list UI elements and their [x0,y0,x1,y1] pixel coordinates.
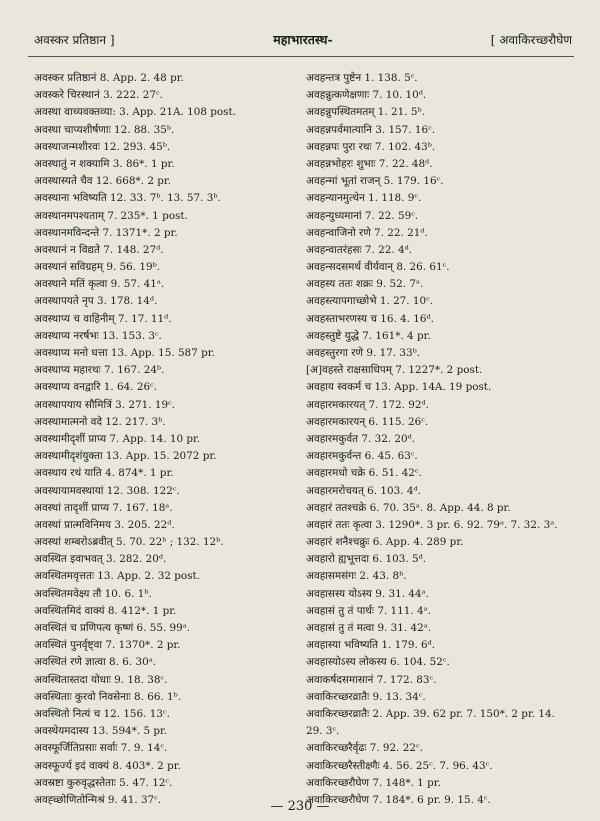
index-entry: अवाकिरच्छरैर्वृढः 7. 92. 22ᶜ. [306,742,423,755]
index-entry: अवाकर्षदसमासानं 7. 172. 83ᶜ. [306,673,437,686]
index-entry: अवस्थितं च प्रणिपत्य कृष्णं 6. 55. 99ᵃ. [34,622,191,634]
index-entry: अवाकिरच्छरैस्तीक्ष्णैः 4. 56. 25ᶜ. 7. 96. 43ᶜ. [306,759,493,772]
index-entry: अवस्थायामवस्थायां 12. 308. 122ᶜ. [34,484,180,497]
index-entry: अवस्रष्टा कुरुवृद्धस्तेताः 5. 47. 12ᶜ. [34,776,173,789]
index-entry: अवस्थापयाय सौमित्रिं 3. 271. 19ᶜ. [34,398,175,411]
index-entry: अवस्थाप्य च वाहिनीम् 7. 17. 11ᵈ. [34,312,172,325]
index-entry: अवहन्युध्यमानां 7. 22. 59ᶜ. [306,209,419,222]
index-entry: अवस्थाप्य नरर्षभः 13. 153. 3ᶜ. [34,329,162,342]
index-entry: अवस्थां शम्बरोऽब्रवीत् 5. 70. 22ᵇ ; 132. 12ᵇ. [34,536,224,549]
index-entry: अवहाय स्वकर्म च 13. App. 14A. 19 post. [306,381,492,394]
index-entry: अवहन्नपर्वमात्यानि 3. 157. 16ᶜ. [306,123,436,136]
index-entry: अवस्थास्यते चैव 12. 668*. 2 pr. [34,175,172,188]
index-entry: अवस्थाना भविष्यति 12. 33. 7ᵇ. 13. 57. 3ᵇ. [34,192,221,205]
index-entry: अवहस्य ततः शक्रः 9. 52. 7ᵃ. [306,278,424,291]
index-entry: अवहस्ताभरणस्य च 16. 4. 16ᵈ. [306,312,434,325]
index-entry: [अ]वहस्ते राक्षसाधिपम् 7. 1227*. 2 post. [306,364,483,377]
header-rule [28,56,574,57]
index-entry: अवहन्वाजिनो रणे 7. 22. 21ᵈ. [306,226,428,239]
index-entry: अवहारमकारयन् 6. 115. 26ᶜ. [306,415,429,428]
index-entry: अवहन्नुपस्थितमतम् 1. 21. 5ᵇ. [306,106,425,119]
index-entry: अवहन्नुत्कणेक्षणाः 7. 10. 10ᵈ. [306,89,427,102]
index-entry: अवहन्नपः पुरा रथः 7. 102. 43ᵇ. [306,140,436,153]
index-entry: अवहारं शनैश्चक्रुः 6. App. 4. 289 pr. [306,536,464,549]
index-entry: अवस्थिताः कुरवो निवसेनाः 8. 66. 1ᵇ. [34,690,182,703]
index-entry: अवस्थितो नित्यं च 12. 156. 13ᶜ. [34,707,170,720]
index-entry: अवस्थाने मतिं कृत्वा 9. 57. 41ᵃ. [34,278,165,291]
index-entry: अवस्थानं सविग्रहम् 9. 56. 19ᵇ. [34,261,161,274]
header-left-guideword: अवस्कर प्रतिष्ठान ] [34,33,115,47]
index-entry: अवस्थानमविन्दन्ते 7. 1371*. 2 pr. [34,226,178,239]
index-entry: अवहासस्य योऽस्य 9. 31. 44ᵃ. [306,587,429,600]
header-right-guideword: [ अवाकिरच्छरौघेण [490,33,572,47]
index-entry: अवस्थां तादृशीं प्राप्य 7. 167. 18ᵃ. [34,501,173,514]
index-entry: अवस्थामीदृशंयुक्ता 13. App. 15. 2072 pr. [34,450,217,463]
index-entry: अवहन्नभोहरः शुभाः 7. 22. 48ᵈ. [306,157,433,170]
index-entry: अवस्थितं रणे ज्ञात्वा 8. 6. 30ᵃ. [34,656,157,669]
index-entry: अवस्थाप्य वनद्वारि 1. 64. 26ᶜ. [34,381,157,394]
index-entry: अवस्थामात्मनो वदे 12. 217. 3ᵇ. [34,415,166,428]
index-entry: अवहस्तुष्टे युद्धे 7. 161*. 4 pr. [306,329,431,342]
index-entry: अवहारमरोचयत् 6. 103. 4ᵈ. [306,484,421,497]
index-entry: अवहासं तु तं पार्थः 7. 111. 4ᵃ. [306,604,431,617]
index-entry: अवस्थानं न विद्यते 7. 148. 27ᵈ. [34,243,164,256]
index-entry: अवहासं तु तं मत्वा 9. 31. 42ᵃ. [306,622,432,634]
index-entry: अवस्था वाच्यवक्तव्या: 3. App. 21A. 108 post. [34,106,236,119]
index-entry: अवहास्या भविष्यति 1. 179. 6ᵈ. [306,639,436,652]
index-entry: अवस्थितमवेक्ष्य तौ 10. 6. 1ᵇ. [34,587,152,600]
index-entry: अवहन्वातरंहसः 7. 22. 4ᵈ. [306,243,413,256]
header-title: महाभारतस्थ- [273,32,333,47]
index-entry: अवहारमकारयत् 7. 172. 92ᵈ. [306,398,429,411]
index-entry: अवहस्तुरगा रणे 9. 17. 33ᵇ. [306,347,421,359]
index-entry: अवस्था चाप्यशीर्षणाः 12. 88. 35ᵇ. [34,123,175,136]
index-entry: अवस्करे चिरस्थानं 3. 222. 27ᶜ. [34,89,163,102]
running-header [34,31,572,51]
index-entry: अवाकिरच्छरौघेण 7. 184*. 6 pr. 9. 15. 4ᶜ. [306,793,491,806]
index-entry: अवहारमधो चक्रे 6. 51. 42ᶜ. [306,467,422,480]
right-column [306,70,574,809]
index-entry: अवहस्त्यापगाच्छोभे 1. 27. 10ᶜ. [306,295,434,308]
index-entry: अवस्थाप्य महारथः 7. 167. 24ᵇ. [34,364,165,377]
index-entry: अवहारं ततश्चक्रे 6. 70. 35ᵃ. 8. App. 44. 8 pr. [306,501,511,514]
index-entry: अवहास्योऽस्य लोकस्य 6. 104. 52ᶜ. [306,656,450,669]
index-entry: अवस्थित इवाभवत् 3. 282. 20ᵈ. [34,553,167,566]
index-entry: अवहारमकुर्वन्त 6. 45. 63ᶜ. [306,450,418,463]
index-entry: अवस्थितमिदं वाक्यं 8. 412*. 1 pr. [34,604,177,617]
index-entry: अवस्फूर्ज्य इदं वाक्यं 8. 403*. 2 pr. [34,759,181,772]
index-entry: अवह्च्छोणितोन्मिश्रं 9. 41. 37ᶜ. [34,793,162,806]
index-entry: अवहन्यानमुत्थेन 1. 118. 9ᶜ. [306,192,422,205]
index-entry: अवाकिरच्छरव्रातैः 2. App. 39. 62 pr. 7. 150*. 2 pr. 14. 29. 3ᶜ. [306,707,555,738]
index-entry: अवस्थातुं न शक्यामि 3. 86*. 1 pr. [34,157,175,170]
index-entry: अवहारं ततः कृत्वा 3. 1290*. 3 pr. 6. 92. 79ᵃ. 7. 32. 3ᵃ. [306,518,558,531]
index-entry: अवहासमसंगः 2. 43. 8ᵇ. [306,570,407,583]
page-number: — 230 — [270,799,330,814]
index-entry: अवस्थापयते नृप 3. 178. 14ᵈ. [34,295,158,308]
index-entry: अवहारमकुर्वत 7. 32. 20ᵈ. [306,432,416,445]
index-entry: अवहन्सदसमर्थ वीर्यवान् 8. 26. 61ᶜ. [306,261,450,274]
index-entry: अवहन्तत्र पुष्टेन 1. 138. 5ᶜ. [306,72,418,84]
index-entry: अवस्थितास्तदा योधाः 9. 18. 38ᶜ. [34,673,168,686]
index-entry: अवहन्मां भूतां राजन् 5. 179. 16ᶜ. [306,175,444,188]
index-entry: अवस्थाजन्मशीरवः 12. 293. 45ᵇ. [34,140,171,153]
index-entry: अवस्थाप्य मनो धत्ता 13. App. 15. 587 pr. [34,347,215,359]
index-entry: अवस्कर प्रतिष्ठानं 8. App. 2. 48 pr. [34,72,184,84]
index-entry: अवस्फूर्जितिप्रसाः सर्वाः 7. 9. 14ᶜ. [34,742,168,755]
index-entry: अवस्थां प्रात्मविनिमय 3. 205. 22ᵈ. [34,518,175,531]
index-entry: अवाकिरच्छरौघेण 7. 148*. 1 pr. [306,776,441,789]
index-entry: अवस्थितमवृत्ततः 13. App. 2. 32 post. [34,570,200,583]
index-entry: अवहारो ह्यभूत्तदा 6. 103. 5ᵈ. [306,553,427,566]
index-entry: अवाकिरच्छरव्रातैः 9. 13. 34ᶜ. [306,690,426,703]
index-entry: अवस्थेयमदास्य 13. 594*. 5 pr. [34,725,168,738]
index-entry: अवस्थाय रथं याति 4. 874*. 1 pr. [34,467,174,480]
left-column [34,70,296,809]
index-entry: अवस्थामीदृशीं प्राप्य 7. App. 14. 10 pr. [34,432,201,445]
index-entry: अवस्थानमपश्यताम् 7. 235*. 1 post. [34,209,188,222]
index-entry: अवस्थितं पुनर्वृष्ट्वा 7. 1370*. 2 pr. [34,639,181,652]
